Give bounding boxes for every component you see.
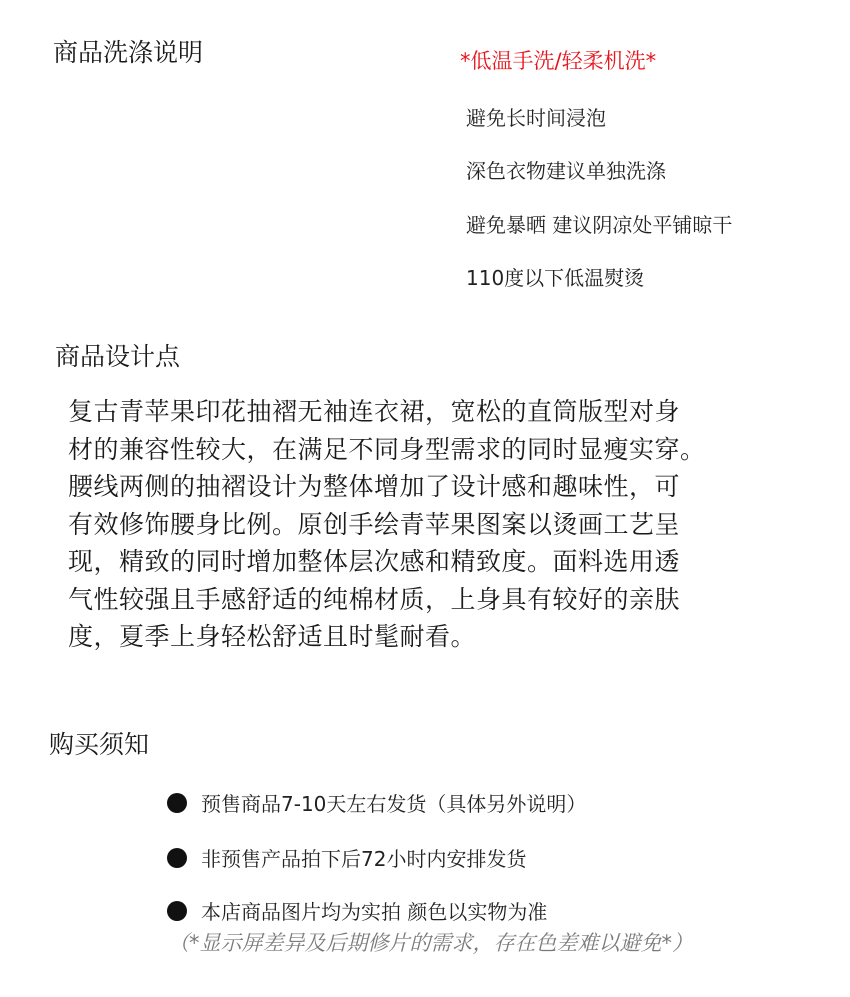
design-line: 有效修饰腰身比例。原创手绘青苹果图案以烫画工艺呈	[68, 509, 681, 539]
purchase-item-text: 本店商品图片均为实拍 颜色以实物为准	[201, 900, 548, 924]
washing-item: 避免长时间浸泡	[466, 106, 606, 130]
bullet-icon	[167, 901, 187, 921]
washing-item: 避免暴晒 建议阴凉处平铺晾干	[466, 213, 733, 237]
bullet-icon	[167, 793, 187, 813]
design-line: 材的兼容性较大，在满足不同身型需求的同时显瘦实穿。	[68, 434, 706, 464]
purchase-item	[167, 788, 586, 817]
washing-highlight: *低温手洗/轻柔机洗*	[460, 49, 657, 73]
purchase-item-text: 预售商品7-10天左右发货（具体另外说明）	[201, 792, 587, 816]
design-line: 腰线两侧的抽褶设计为整体增加了设计感和趣味性，可	[68, 472, 681, 501]
purchase-note: （*显示屏差异及后期修片的需求，存在色差难以避免*）	[168, 931, 693, 955]
purchase-title: 购买须知	[49, 730, 150, 759]
design-description	[68, 393, 818, 656]
purchase-item-text: 非预售产品拍下后72小时内安排发货	[201, 847, 527, 871]
design-line: 度，夏季上身轻松舒适且时髦耐看。	[68, 622, 477, 651]
washing-item: 110度以下低温熨烫	[466, 266, 645, 290]
purchase-item	[167, 843, 526, 872]
design-line: 复古青苹果印花抽褶无袖连衣裙，宽松的直筒版型对身	[68, 397, 681, 426]
bullet-icon	[167, 848, 187, 868]
design-line: 现，精致的同时增加整体层次感和精致度。面料选用透	[68, 547, 681, 576]
design-line: 气性较强且手感舒适的纯棉材质，上身具有较好的亲肤	[68, 584, 681, 614]
washing-title: 商品洗涤说明	[53, 38, 204, 67]
design-title: 商品设计点	[55, 342, 181, 371]
purchase-item	[167, 896, 547, 925]
washing-item: 深色衣物建议单独洗涤	[466, 159, 666, 183]
